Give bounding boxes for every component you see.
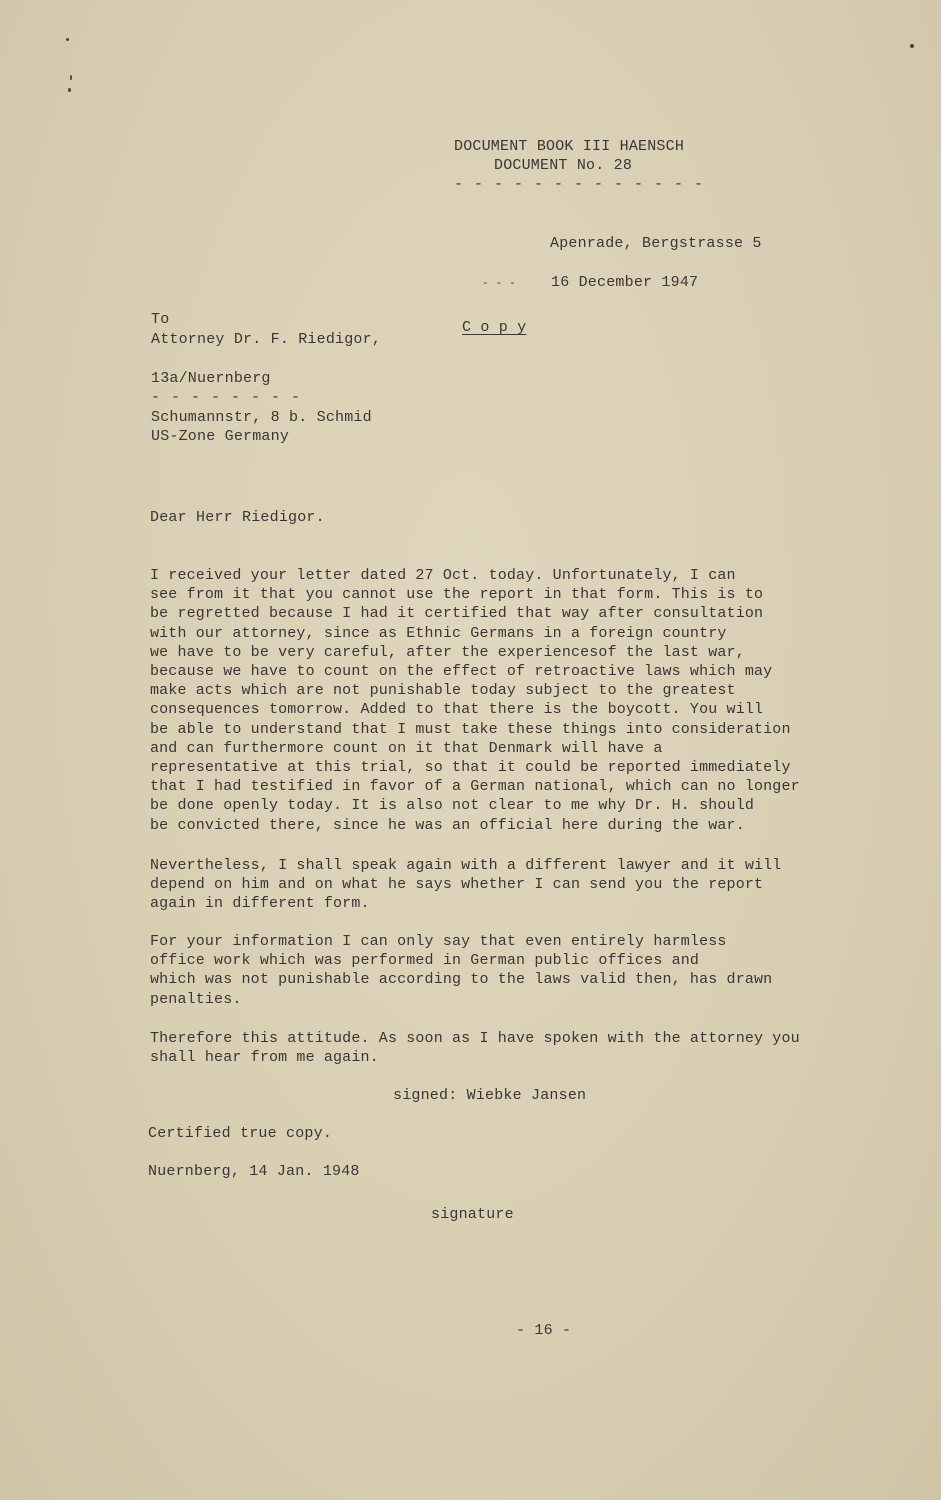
body-line: be able to understand that I must take these things into consideration [150, 720, 791, 738]
body-line: be done openly today. It is also not clear to me why Dr. H. should [150, 797, 754, 815]
paragraph-2 [150, 856, 781, 914]
recipient-street: Schumannstr, 8 b. Schmid [151, 409, 372, 426]
letter-date: 16 December 1947 [551, 274, 699, 291]
body-line: consequences tomorrow. Added to that there is the boycott. You will [150, 701, 764, 719]
body-line: because we have to count on the effect of retroactive laws which may [150, 663, 773, 681]
body-line: make acts which are not punishable today subject to the greatest [150, 682, 736, 700]
body-line: penalties. [150, 990, 242, 1008]
certification-place-date: Nuernberg, 14 Jan. 1948 [148, 1163, 360, 1180]
recipient-city-underline: - - - - - - - - [151, 389, 302, 406]
body-line: which was not punishable according to the laws valid then, has drawn [150, 971, 773, 989]
body-line: be convicted there, since he was an official here during the war. [150, 816, 745, 834]
body-line: shall hear from me again. [150, 1049, 379, 1067]
body-line: depend on him and on what he says whether I can send you the report [150, 876, 764, 894]
body-line: see from it that you cannot use the report in that form. This is to [150, 586, 764, 604]
edge-mark [910, 44, 914, 48]
sender-address: Apenrade, Bergstrasse 5 [550, 235, 762, 252]
paragraph-4 [150, 1029, 800, 1067]
signature-label: signature [431, 1206, 514, 1223]
body-line: representative at this trial, so that it could be reported immediately [150, 759, 791, 777]
recipient-to: To [151, 311, 170, 328]
document-book-title: DOCUMENT BOOK III HAENSCH [454, 138, 685, 155]
body-line: and can furthermore count on it that Denmark will have a [150, 739, 663, 757]
edge-mark [68, 88, 71, 92]
paragraph-1 [150, 566, 800, 835]
edge-mark [70, 75, 72, 80]
body-line: again in different form. [150, 895, 370, 913]
body-line: I received your letter dated 27 Oct. today. Unfortunately, I can [150, 567, 736, 584]
body-line: with our attorney, since as Ethnic Germans in a foreign country [150, 624, 727, 642]
body-line: that I had testified in favor of a German national, which can no longer [150, 778, 800, 796]
paragraph-3 [150, 932, 772, 1009]
edge-mark [66, 38, 69, 41]
signed-line: signed: Wiebke Jansen [393, 1087, 587, 1104]
copy-mark: C o p y [462, 319, 527, 336]
date-prefix-marks: - - - [482, 278, 517, 290]
body-line: office work which was performed in German public offices and [150, 952, 700, 970]
document-number: DOCUMENT No. 28 [494, 157, 633, 174]
body-line: For your information I can only say that even entirely harmless [150, 933, 727, 950]
body-line: we have to be very careful, after the experiencesof the last war, [150, 643, 745, 661]
recipient-zone: US-Zone Germany [151, 428, 290, 445]
page-number: - 16 - [516, 1322, 572, 1339]
recipient-name: Attorney Dr. F. Riedigor, [151, 331, 382, 348]
header-underline: - - - - - - - - - - - - - [454, 176, 705, 193]
salutation: Dear Herr Riedigor. [150, 509, 325, 526]
body-line: Therefore this attitude. As soon as I have spoken with the attorney you [150, 1030, 800, 1047]
body-line: be regretted because I had it certified that way after consultation [150, 605, 764, 623]
certification: Certified true copy. [148, 1125, 333, 1142]
body-line: Nevertheless, I shall speak again with a different lawyer and it will [150, 857, 782, 874]
recipient-city: 13a/Nuernberg [151, 370, 271, 387]
